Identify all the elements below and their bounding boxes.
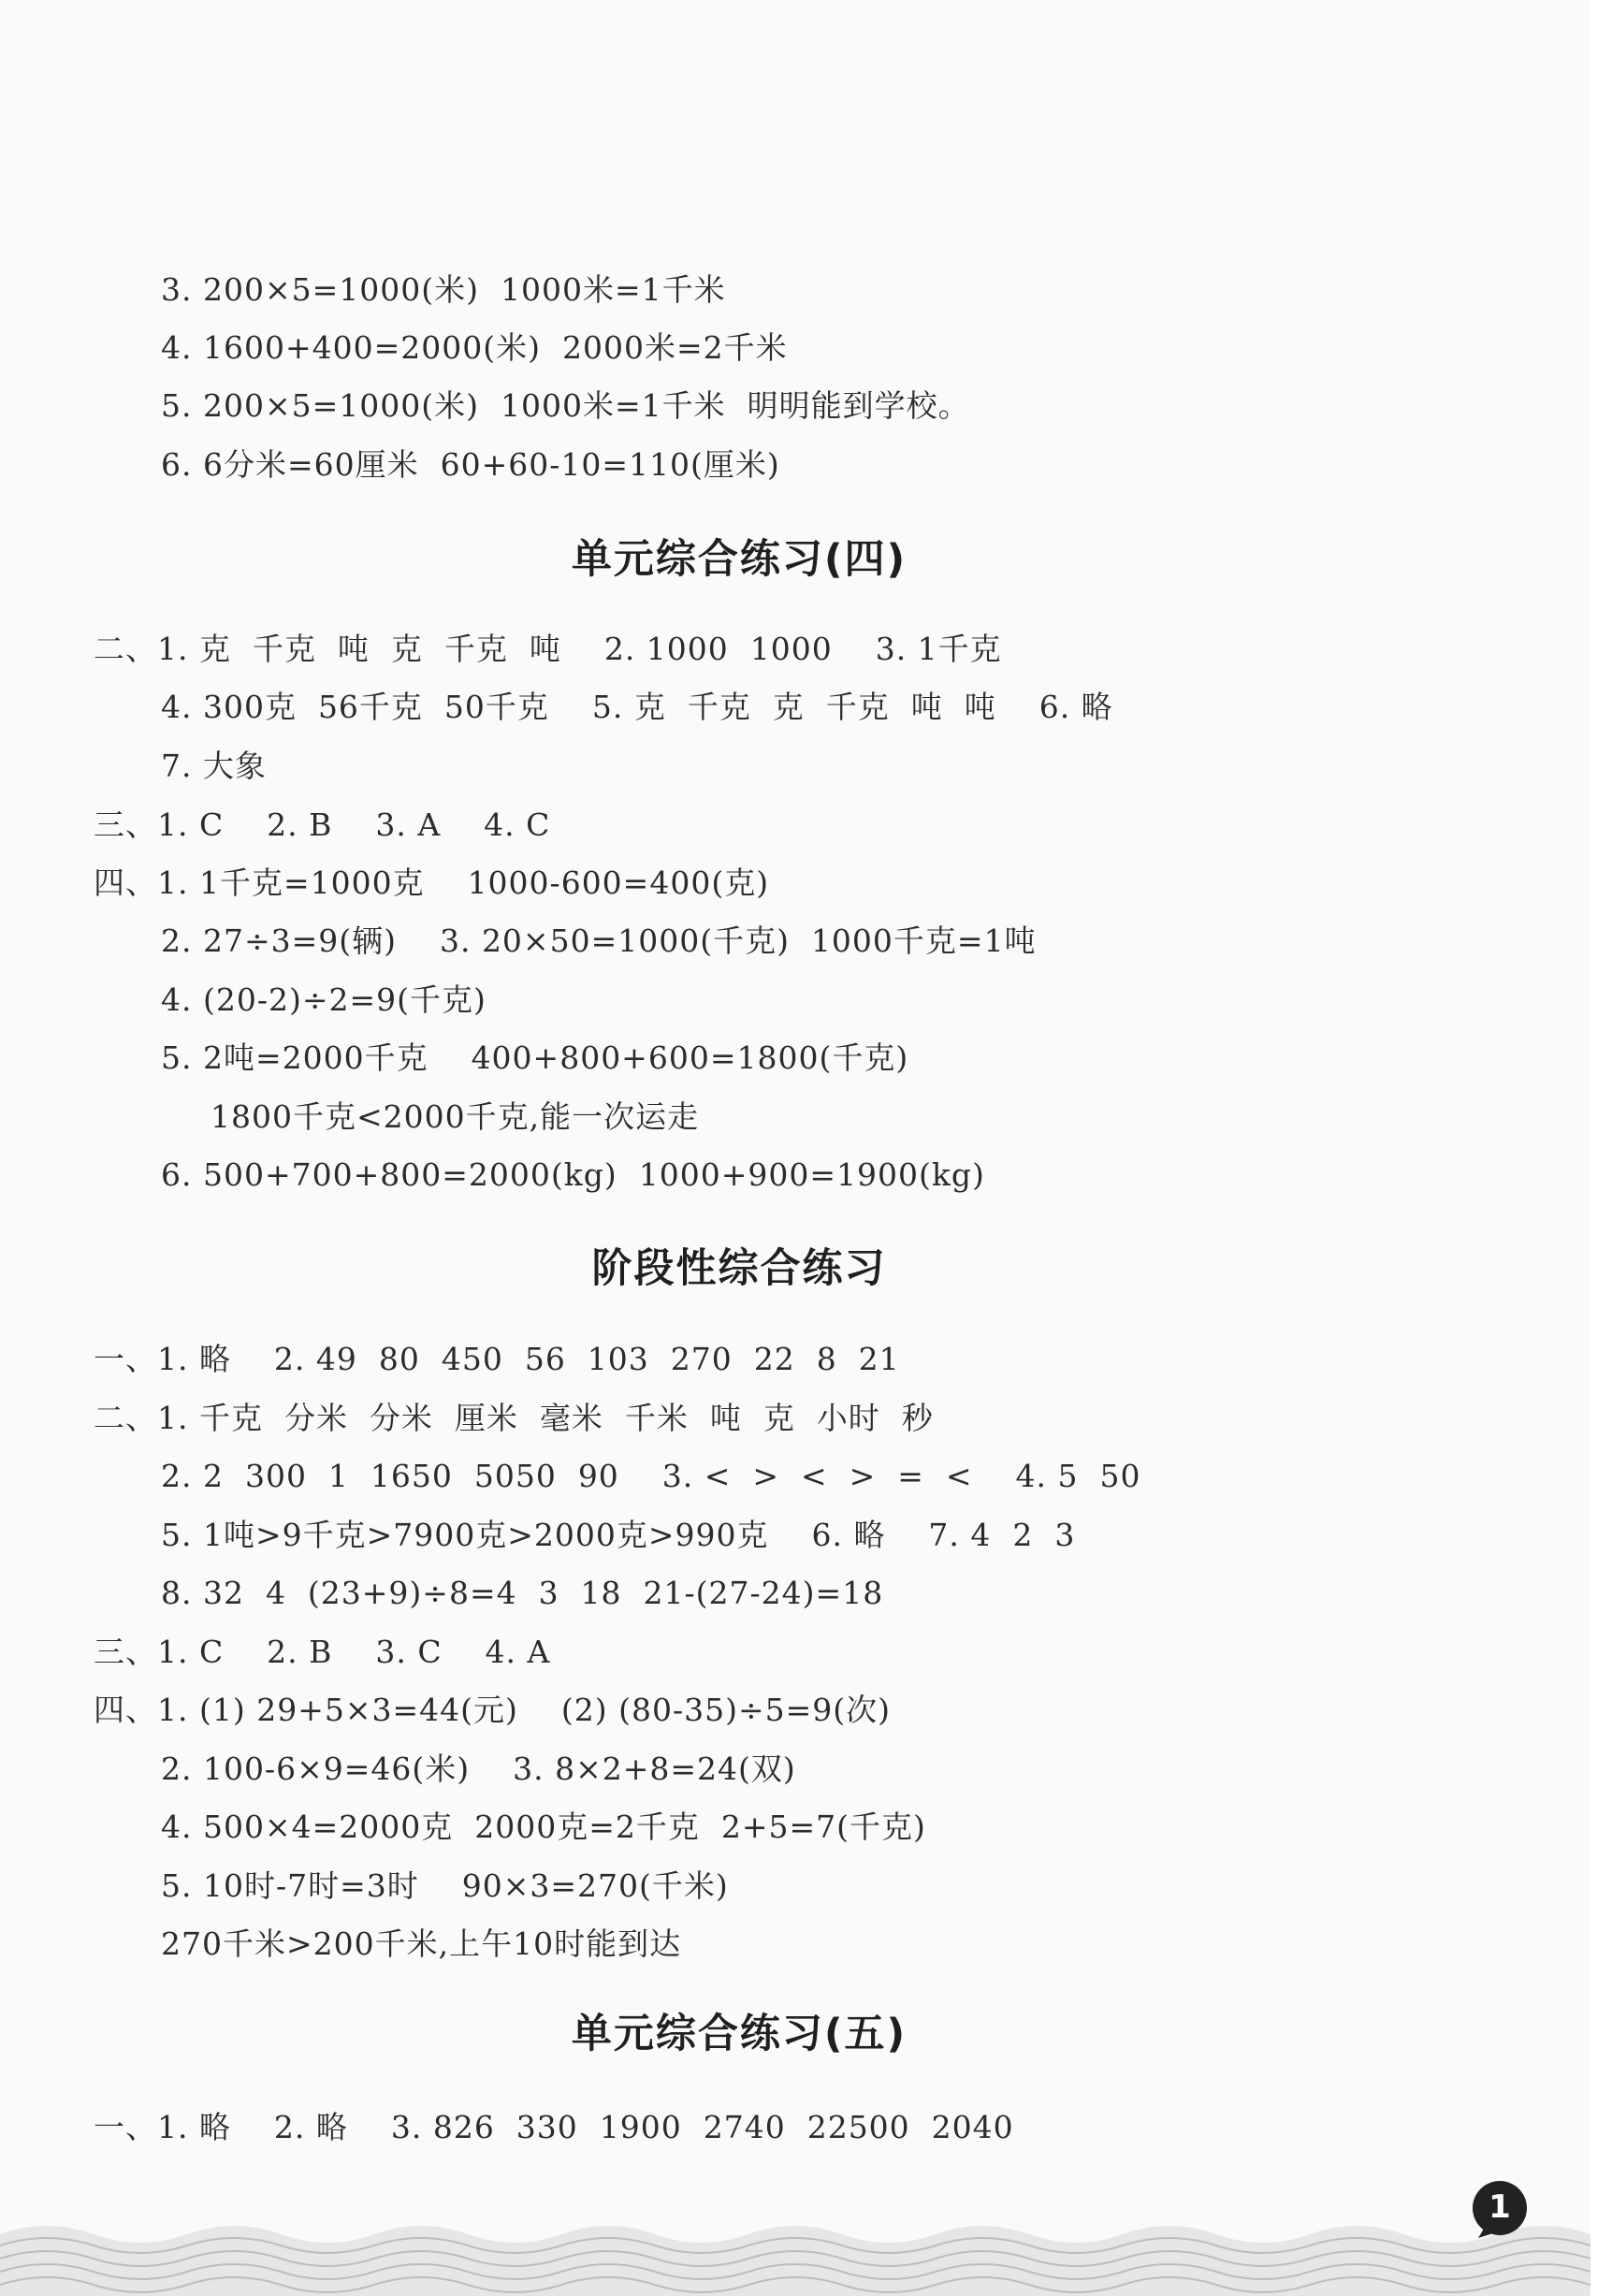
answer-line: 一、1. 略 2. 略 3. 826 330 1900 2740 22500 2040 bbox=[94, 2109, 1014, 2145]
answer-line: 7. 大象 bbox=[161, 748, 267, 784]
answer-line: 4. 1600+400=2000(米) 2000米=2千米 bbox=[161, 329, 788, 366]
page-number: 1 bbox=[1489, 2188, 1511, 2226]
answer-line: 5. 200×5=1000(米) 1000米=1千米 明明能到学校。 bbox=[161, 387, 970, 424]
answer-line: 二、1. 千克 分米 分米 厘米 毫米 千米 吨 克 小时 秒 bbox=[94, 1400, 934, 1436]
section-title-unit-4: 单元综合练习(四) bbox=[571, 536, 908, 583]
answer-line: 4. 500×4=2000克 2000克=2千克 2+5=7(千克) bbox=[161, 1809, 926, 1845]
answer-line: 270千米>200千米,上午10时能到达 bbox=[161, 1925, 682, 1962]
answer-line: 2. 100-6×9=46(米) 3. 8×2+8=24(双) bbox=[161, 1751, 796, 1787]
page-margin bbox=[1590, 0, 1612, 2296]
answer-line: 6. 500+700+800=2000(kg) 1000+900=1900(kg) bbox=[161, 1156, 985, 1193]
answer-line: 6. 6分米=60厘米 60+60-10=110(厘米) bbox=[161, 446, 780, 483]
answer-line: 二、1. 克 千克 吨 克 千克 吨 2. 1000 1000 3. 1千克 bbox=[94, 631, 1002, 667]
answer-line: 1800千克<2000千克,能一次运走 bbox=[211, 1098, 700, 1135]
answer-line: 3. 200×5=1000(米) 1000米=1千米 bbox=[161, 271, 726, 308]
section-title-unit-5: 单元综合练习(五) bbox=[571, 2011, 908, 2057]
answer-line: 三、1. C 2. B 3. C 4. A bbox=[94, 1634, 551, 1670]
answer-line: 三、1. C 2. B 3. A 4. C bbox=[94, 807, 551, 843]
answer-line: 4. 300克 56千克 50千克 5. 克 千克 克 千克 吨 吨 6. 略 bbox=[161, 689, 1113, 725]
wave-footer-decoration bbox=[0, 2217, 1590, 2296]
answer-line: 5. 1吨>9千克>7900克>2000克>990克 6. 略 7. 4 2 3 bbox=[161, 1517, 1076, 1553]
answer-line: 5. 2吨=2000千克 400+800+600=1800(千克) bbox=[161, 1039, 909, 1076]
answer-line: 2. 27÷3=9(辆) 3. 20×50=1000(千克) 1000千克=1吨 bbox=[161, 923, 1037, 959]
section-title-stage: 阶段性综合练习 bbox=[591, 1245, 887, 1292]
answer-line: 四、1. (1) 29+5×3=44(元) (2) (80-35)÷5=9(次) bbox=[94, 1692, 891, 1728]
answer-line: 5. 10时-7时=3时 90×3=270(千米) bbox=[161, 1867, 729, 1904]
answer-line: 一、1. 略 2. 49 80 450 56 103 270 22 8 21 bbox=[94, 1341, 900, 1377]
answer-line: 8. 32 4 (23+9)÷8=4 3 18 21-(27-24)=18 bbox=[161, 1575, 884, 1611]
answer-line: 四、1. 1千克=1000克 1000-600=400(克) bbox=[94, 865, 770, 901]
answer-line: 4. (20-2)÷2=9(千克) bbox=[161, 981, 487, 1018]
answer-line: 2. 2 300 1 1650 5050 90 3. < > < > = < 4. 5 50 bbox=[161, 1458, 1141, 1494]
